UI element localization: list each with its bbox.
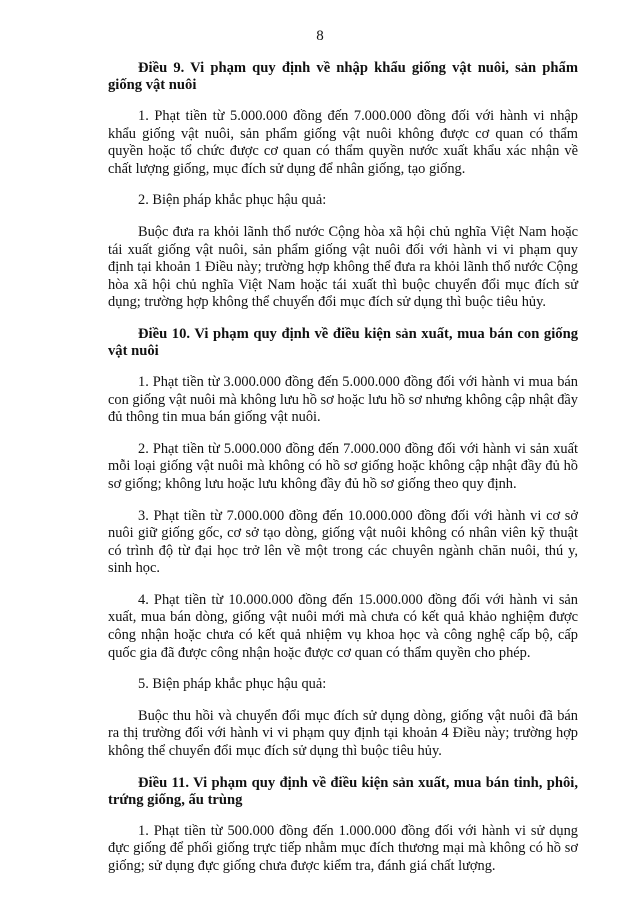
article-9-clause-2: 2. Biện pháp khắc phục hậu quả: xyxy=(138,192,327,209)
article-10-clause-4: 4. Phạt tiền từ 10.000.000 đồng đến 15.000.000 đồng đối với hành vi sản xuất, mua bán dòng, giống vật nuôi mới mà chưa có kết quả khảo nghiệm được công nhận hoặc chưa có kết quả nhiệm vụ khoa học và công nghệ cấp bộ, cấp quốc gia đã được công nhận hoặc được cơ quan có thẩm quyền cho phép. xyxy=(108,591,578,661)
document-body xyxy=(108,60,578,887)
article-10-clause-5: 5. Biện pháp khắc phục hậu quả: xyxy=(138,676,327,693)
article-10-clause-2: 2. Phạt tiền từ 5.000.000 đồng đến 7.000.000 đồng đối với hành vi sản xuất mỗi loại giống vật nuôi mà không có hồ sơ giống hoặc không cập nhật đầy đủ hồ sơ giống; không lưu hoặc lưu không đầy đủ hồ sơ giống theo quy định. xyxy=(108,440,578,492)
page-number: 8 xyxy=(316,28,324,44)
article-10-remedy: Buộc thu hồi và chuyển đổi mục đích sử dụng dòng, giống vật nuôi đã bán ra thị trường đối với hành vi vi phạm quy định tại khoản 4 Điều này; trường hợp không thể chuyển đổi mục đích sử dụng thì buộc tiêu hủy. xyxy=(108,707,578,760)
article-10-clause-3: 3. Phạt tiền từ 7.000.000 đồng đến 10.000.000 đồng đối với hành vi cơ sở nuôi giữ giống gốc, cơ sở tạo dòng, giống vật nuôi không có nhân viên kỹ thuật có trình độ từ đại học trở lên về một trong các chuyên ngành chăn nuôi, thú y, sinh học. xyxy=(108,507,578,577)
article-10-title: Điều 10. Vi phạm quy định về điều kiện sản xuất, mua bán con giống vật nuôi xyxy=(108,325,578,359)
article-11-clause-1: 1. Phạt tiền từ 500.000 đồng đến 1.000.000 đồng đối với hành vi sử dụng đực giống để phối giống trực tiếp nhằm mục đích thương mại mà không có hồ sơ giống; sử dụng đực giống chưa được kiểm tra, đánh giá chất lượng. xyxy=(108,822,578,874)
article-11-title: Điều 11. Vi phạm quy định về điều kiện sản xuất, mua bán tinh, phôi, trứng giống, ấu trùng xyxy=(108,774,578,808)
article-9-title: Điều 9. Vi phạm quy định về nhập khẩu giống vật nuôi, sản phẩm giống vật nuôi xyxy=(108,60,578,93)
article-9-remedy: Buộc đưa ra khỏi lãnh thổ nước Cộng hòa xã hội chủ nghĩa Việt Nam hoặc tái xuất giống vật nuôi, sản phẩm giống vật nuôi đối với hành vi vi phạm quy định tại khoản 1 Điều này; trường hợp không thể đưa ra khỏi lãnh thổ nước Cộng hòa xã hội chủ nghĩa Việt Nam hoặc tái xuất thì buộc chuyển đổi mục đích sử dụng; trường hợp không thể chuyển đổi mục đích sử dụng thì buộc tiêu hủy. xyxy=(108,223,578,311)
article-10-clause-1: 1. Phạt tiền từ 3.000.000 đồng đến 5.000.000 đồng đối với hành vi mua bán con giống vật nuôi mà không lưu hồ sơ hoặc lưu hồ sơ nhưng không cập nhật đầy đủ thông tin mua bán giống vật nuôi. xyxy=(108,373,578,426)
article-9-clause-1: 1. Phạt tiền từ 5.000.000 đồng đến 7.000.000 đồng đối với hành vi nhập khẩu giống vật nuôi, sản phẩm giống vật nuôi không được cơ quan có thẩm quyền hoặc tổ chức được cơ quan có thẩm quyền nước xuất khẩu xác nhận về chất lượng giống, mục đích sử dụng để nhân giống, tạo giống. xyxy=(108,108,578,177)
